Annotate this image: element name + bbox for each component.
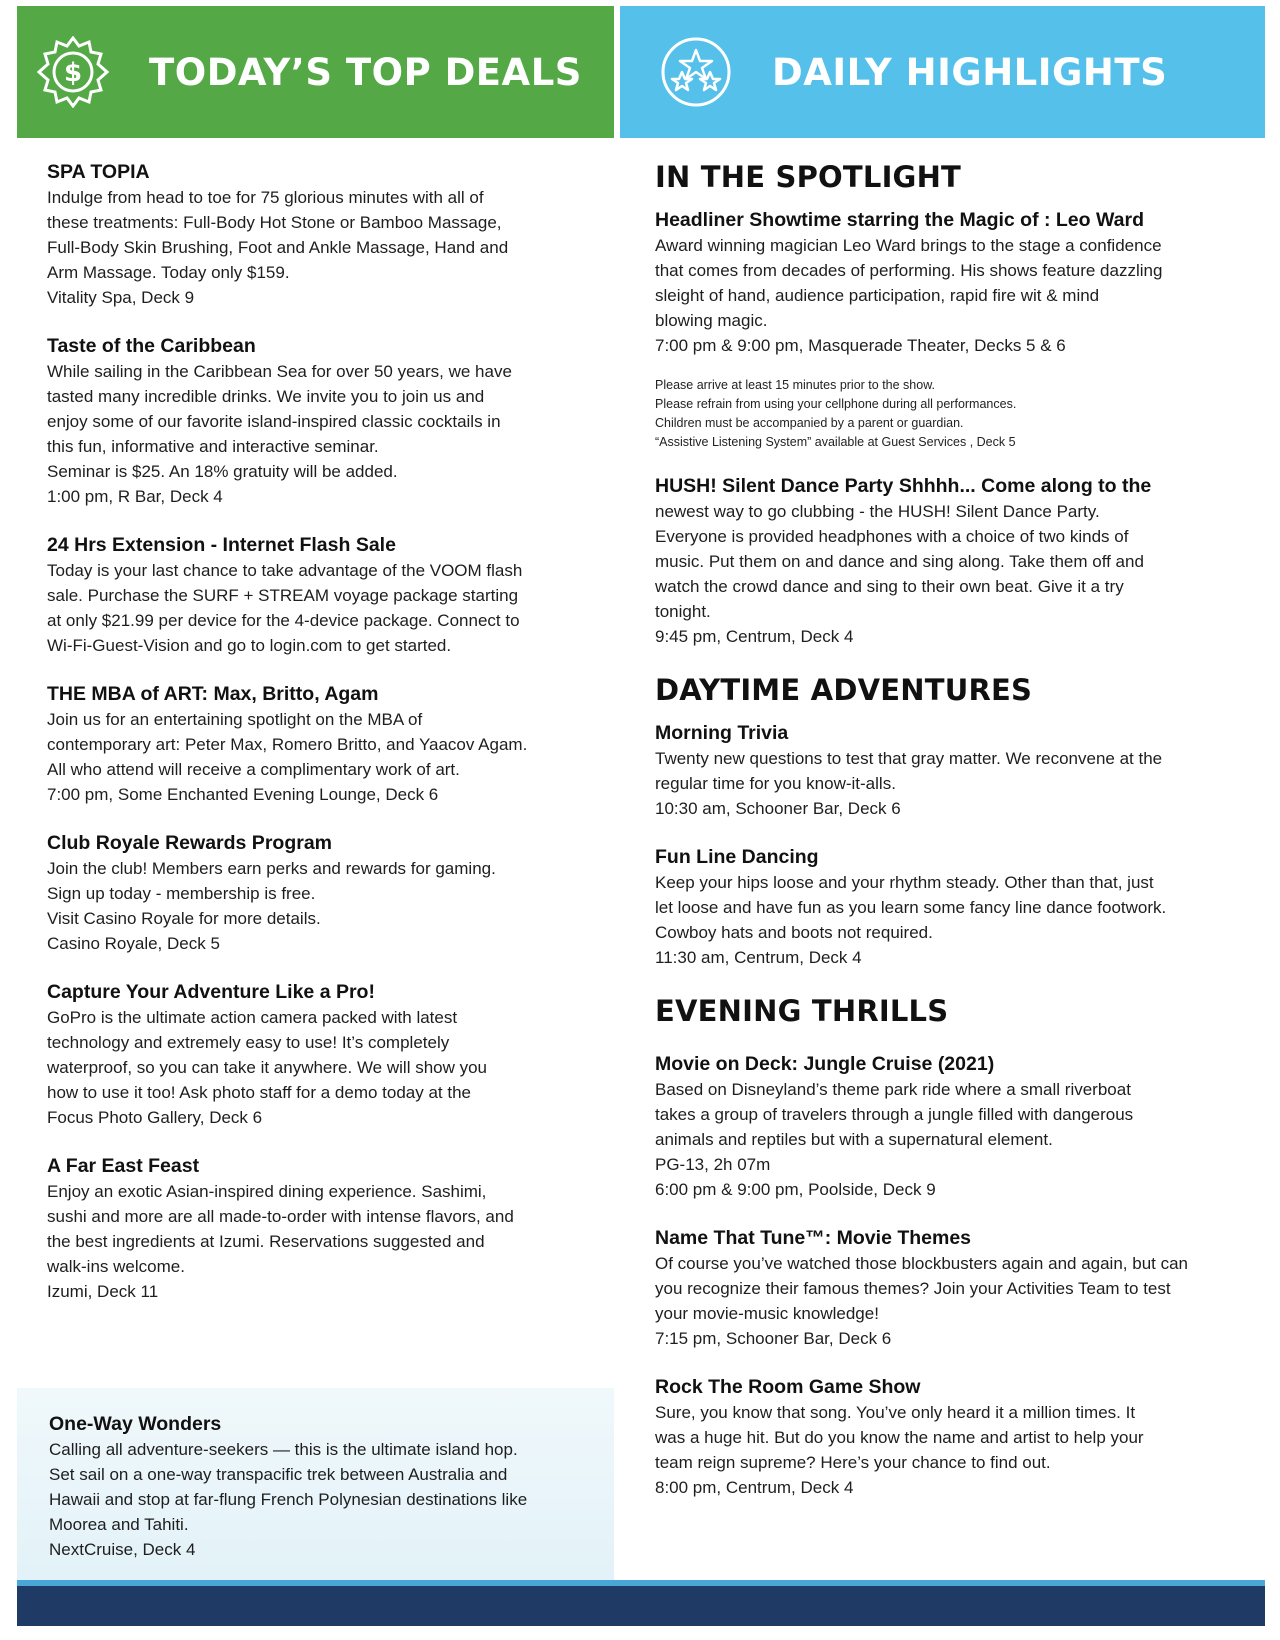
column-divider [614,6,620,1586]
show-note: Please refrain from using your cellphone during all performances. [655,397,1017,411]
activity-line: regular time for you know-it-alls. [655,774,896,793]
deal-line: this fun, informative and interactive seminar. [47,437,379,456]
deal-line: Full-Body Skin Brushing, Foot and Ankle Massage, Hand and [47,238,509,257]
deal-spa-topia [47,160,607,310]
deal-title: THE MBA of ART: Max, Britto, Agam [47,683,379,705]
deal-line: enjoy some of our favorite island-inspired classic cocktails in [47,412,501,431]
deal-line: Join us for an entertaining spotlight on the MBA of [47,710,423,729]
deal-title: Taste of the Caribbean [47,335,256,357]
activity-time: 10:30 am, Schooner Bar, Deck 6 [655,799,901,818]
svg-text:$: $ [63,58,83,88]
hush-time: 9:45 pm, Centrum, Deck 4 [655,627,854,646]
deal-line: sale. Purchase the SURF + STREAM voyage package starting [47,586,519,605]
activity-time: 11:30 am, Centrum, Deck 4 [655,948,862,967]
activity-line: Cowboy hats and boots not required. [655,923,933,942]
deal-club-royale [47,831,607,956]
activity-title: Morning Trivia [655,722,789,744]
activity-line: Of course you’ve watched those blockbusters again and again, but can [655,1254,1189,1273]
deal-far-east-feast [47,1154,607,1304]
show-note: Please arrive at least 15 minutes prior to the show. [655,378,936,392]
deal-line: walk-ins welcome. [47,1257,185,1276]
activity-line: let loose and have fun as you learn some fancy line dance footwork. [655,898,1167,917]
highlights-column [655,160,1235,1524]
line-dancing-item [655,845,1235,970]
headliner-line: blowing magic. [655,311,768,330]
deal-line: tasted many incredible drinks. We invite you to join us and [47,387,485,406]
activity-time: 6:00 pm & 9:00 pm, Poolside, Deck 9 [655,1180,936,1199]
featured-line: Set sail on a one-way transpacific trek between Australia and [49,1465,508,1484]
daytime-heading: DAYTIME ADVENTURES [655,673,1033,707]
deal-location: Casino Royale, Deck 5 [47,934,220,953]
daily-highlights-banner [620,6,1265,138]
movie-on-deck-item [655,1052,1235,1202]
deal-internet-flash-sale [47,533,607,658]
deal-location: Izumi, Deck 11 [47,1282,159,1301]
activity-line: was a huge hit. But do you know the name and artist to help your [655,1428,1144,1447]
deal-line: Enjoy an exotic Asian-inspired dining experience. Sashimi, [47,1182,487,1201]
deal-line: GoPro is the ultimate action camera packed with latest [47,1008,458,1027]
deal-title: Club Royale Rewards Program [47,832,332,854]
activity-line: Based on Disneyland’s theme park ride where a small riverboat [655,1080,1131,1099]
deal-line: Seminar is $25. An 18% gratuity will be added. [47,462,398,481]
activity-line: Twenty new questions to test that gray matter. We reconvene at the [655,749,1163,768]
headliner-line: sleight of hand, audience participation, rapid fire wit & mind [655,286,1100,305]
daily-highlights-title: DAILY HIGHLIGHTS [772,50,1168,94]
deal-line: While sailing in the Caribbean Sea for over 50 years, we have [47,362,512,381]
deal-title: SPA TOPIA [47,161,150,183]
deal-line: Sign up today - membership is free. [47,884,316,903]
activity-rating: PG-13, 2h 07m [655,1155,771,1174]
featured-title: One-Way Wonders [49,1413,222,1435]
top-deals-banner [17,6,614,138]
deal-gopro [47,980,607,1130]
deal-line: technology and extremely easy to use! It’s completely [47,1033,450,1052]
headliner-line: that comes from decades of performing. His shows feature dazzling [655,261,1163,280]
name-that-tune-item [655,1226,1235,1351]
hush-line: music. Put them on and dance and sing along. Take them off and [655,552,1144,571]
featured-line: Hawaii and stop at far-flung French Polynesian destinations like [49,1490,528,1509]
featured-line: Calling all adventure-seekers — this is the ultimate island hop. [49,1440,518,1459]
activity-title: Movie on Deck: Jungle Cruise (2021) [655,1053,995,1075]
evening-heading: EVENING THRILLS [655,994,949,1028]
stars-circle-icon [660,36,732,108]
hush-line: tonight. [655,602,711,621]
activity-line: Keep your hips loose and your rhythm steady. Other than that, just [655,873,1154,892]
activity-line: takes a group of travelers through a jungle filled with dangerous [655,1105,1134,1124]
activity-line: you recognize their famous themes? Join your Activities Team to test [655,1279,1171,1298]
headliner-line: Award winning magician Leo Ward brings to the stage a confidence [655,236,1162,255]
spotlight-heading: IN THE SPOTLIGHT [655,160,962,194]
footer-bar [17,1586,1265,1626]
deal-line: the best ingredients at Izumi. Reservations suggested and [47,1232,485,1251]
deal-line: contemporary art: Peter Max, Romero Britto, and Yaacov Agam. [47,735,528,754]
deal-line: Visit Casino Royale for more details. [47,909,321,928]
morning-trivia-item [655,721,1235,821]
activity-title: Fun Line Dancing [655,846,819,868]
top-deals-title: TODAY’S TOP DEALS [149,50,582,94]
deal-title: Capture Your Adventure Like a Pro! [47,981,375,1003]
activity-title: Rock The Room Game Show [655,1376,921,1398]
deal-line: Today is your last chance to take advantage of the VOOM flash [47,561,523,580]
rock-the-room-item [655,1375,1235,1500]
deal-line: Indulge from head to toe for 75 glorious minutes with all of [47,188,484,207]
deal-location: Vitality Spa, Deck 9 [47,288,195,307]
deal-line: these treatments: Full-Body Hot Stone or Bamboo Massage, [47,213,502,232]
featured-line: Moorea and Tahiti. [49,1515,189,1534]
activity-line: team reign supreme? Here’s your chance to find out. [655,1453,1051,1472]
hush-item [655,474,1235,649]
deal-line: sushi and more are all made-to-order with intense flavors, and [47,1207,514,1226]
hush-line: newest way to go clubbing - the HUSH! Silent Dance Party. [655,502,1100,521]
activity-title: Name That Tune™: Movie Themes [655,1227,972,1249]
show-note: Children must be accompanied by a parent or guardian. [655,416,964,430]
activity-line: your movie-music knowledge! [655,1304,879,1323]
deal-taste-caribbean [47,334,607,509]
hush-line: Everyone is provided headphones with a choice of two kinds of [655,527,1129,546]
deals-column [47,160,607,1328]
deal-line: Wi-Fi-Guest-Vision and go to login.com to get started. [47,636,452,655]
deal-line: Arm Massage. Today only $159. [47,263,290,282]
featured-one-way-wonders [49,1412,594,1562]
headliner-item [655,208,1235,358]
headliner-title: Headliner Showtime starring the Magic of : Leo Ward [655,209,1145,231]
deal-line: at only $21.99 per device for the 4-device package. Connect to [47,611,520,630]
deal-location: Focus Photo Gallery, Deck 6 [47,1108,263,1127]
dollar-badge-icon [37,36,109,108]
deal-line: waterproof, so you can take it anywhere. We will show you [47,1058,488,1077]
deal-location: 1:00 pm, R Bar, Deck 4 [47,487,223,506]
deal-line: All who attend will receive a complimentary work of art. [47,760,460,779]
deal-line: Join the club! Members earn perks and rewards for gaming. [47,859,496,878]
deal-mba-of-art [47,682,607,807]
show-notes [655,376,1235,452]
deal-title: 24 Hrs Extension - Internet Flash Sale [47,534,396,556]
activity-line: Sure, you know that song. You’ve only heard it a million times. It [655,1403,1136,1422]
activity-line: animals and reptiles but with a supernatural element. [655,1130,1053,1149]
featured-location: NextCruise, Deck 4 [49,1540,196,1559]
hush-line: watch the crowd dance and sing to their own beat. Give it a try [655,577,1124,596]
show-note: “Assistive Listening System” available at Guest Services , Deck 5 [655,435,1016,449]
activity-time: 8:00 pm, Centrum, Deck 4 [655,1478,854,1497]
deal-title: A Far East Feast [47,1155,200,1177]
deal-location: 7:00 pm, Some Enchanted Evening Lounge, Deck 6 [47,785,439,804]
headliner-time: 7:00 pm & 9:00 pm, Masquerade Theater, Decks 5 & 6 [655,336,1066,355]
activity-time: 7:15 pm, Schooner Bar, Deck 6 [655,1329,892,1348]
hush-title: HUSH! Silent Dance Party Shhhh... Come along to the [655,475,1152,497]
deal-line: how to use it too! Ask photo staff for a demo today at the [47,1083,472,1102]
